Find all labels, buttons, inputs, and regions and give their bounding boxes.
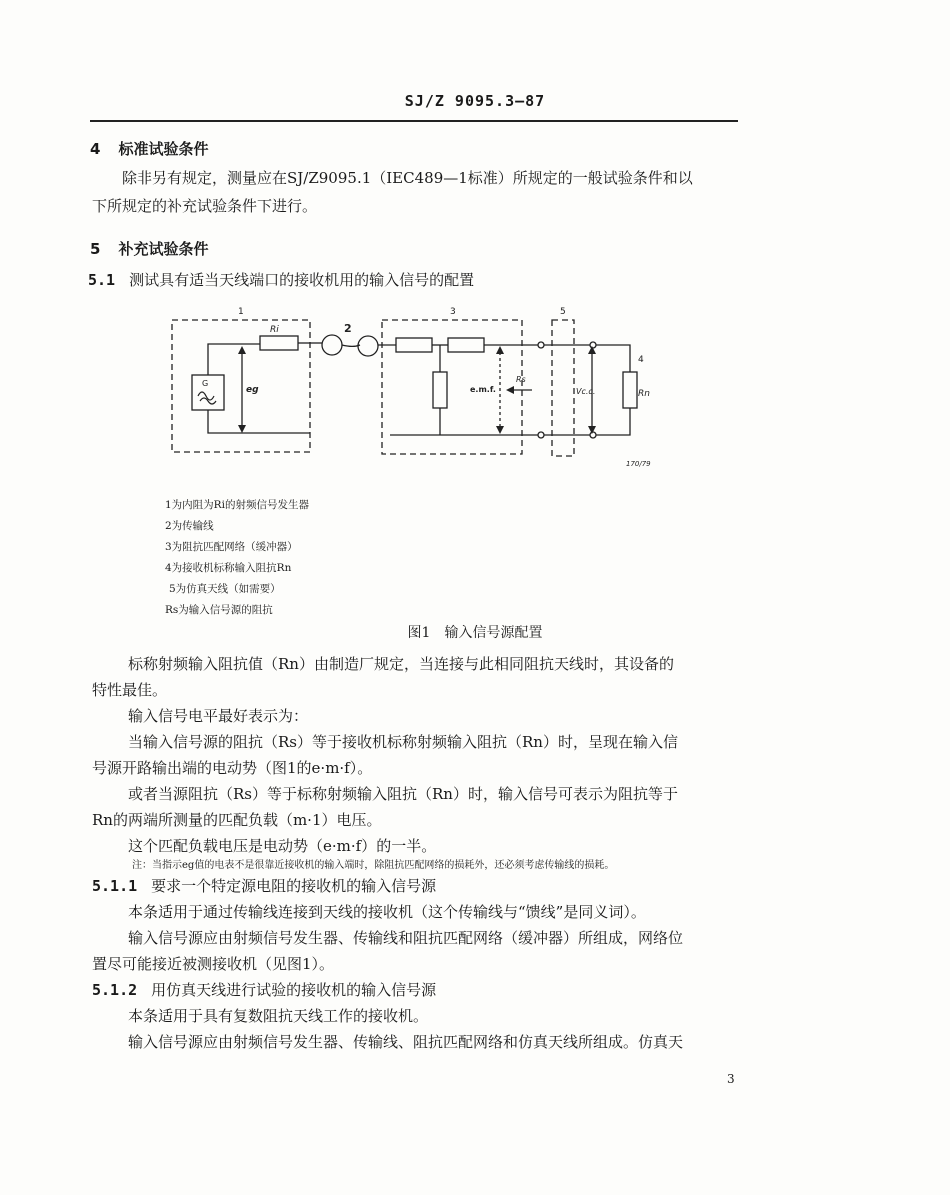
section-4-number: 4 <box>90 140 101 158</box>
legend-item: 2为传输线 <box>165 520 214 532</box>
label-3: 3 <box>450 307 456 317</box>
eg-arrow-head-up <box>238 346 246 354</box>
label-2: 2 <box>344 322 352 335</box>
section-5-1-1-p2-line1: 输入信号源应由射频信号发生器、传输线和阻抗匹配网络（缓冲器）所组成，网络位 <box>128 929 684 947</box>
body-p1-line2: 特性最佳。 <box>92 681 168 699</box>
body-p2: 输入信号电平最好表示为： <box>128 707 309 725</box>
section-5-title: 补充试验条件 <box>118 240 209 258</box>
label-1: 1 <box>238 307 244 317</box>
section-5-1-2-heading <box>92 976 436 1004</box>
section-5-1-2-number: 5.1.2 <box>92 981 138 999</box>
resistor-ri <box>260 336 298 350</box>
label-rs: Rs <box>516 375 526 384</box>
label-5: 5 <box>560 307 566 317</box>
section-5-1-2-p2: 输入信号源应由射频信号发生器、传输线、阻抗匹配网络和仿真天线所组成。仿真天 <box>128 1033 684 1051</box>
transmission-line-coil-1 <box>322 335 342 355</box>
section-5-1-title: 测试具有适当天线端口的接收机用的输入信号的配置 <box>129 271 475 289</box>
section-4-heading <box>90 138 208 159</box>
section-5-number: 5 <box>90 240 101 258</box>
generator-wire-bottom <box>208 410 310 433</box>
section-5-1-1-title: 要求一个特定源电阻的接收机的输入信号源 <box>151 877 437 895</box>
section-4-para-line1: 除非另有规定，测量应在SJ/Z9095.1（IEC489—1标准）所规定的一般试验条件和以 <box>122 169 693 187</box>
figure-legend <box>165 495 309 621</box>
section-4-title: 标准试验条件 <box>118 140 209 158</box>
body-p1-line1: 标称射频输入阻抗值（Rn）由制造厂规定，当连接与此相同阻抗天线时，其设备的 <box>128 655 674 673</box>
body-p4-line1: 或者当源阻抗（Rs）等于标称射频输入阻抗（Rn）时，输入信号可表示为阻抗等于 <box>128 785 678 803</box>
section-5-1-number: 5.1 <box>88 271 116 289</box>
terminal-top-1 <box>538 342 544 348</box>
load-resistor-rn <box>623 372 637 408</box>
rn-wire-bottom <box>596 408 630 435</box>
matching-resistor-series-1 <box>396 338 432 352</box>
body-p3-line1: 当输入信号源的阻抗（Rs）等于接收机标称射频输入阻抗（Rn）时，呈现在输入信 <box>128 733 678 751</box>
legend-item: 4为接收机标称输入阻抗Rn <box>165 562 292 574</box>
section-5-1-heading <box>88 266 474 294</box>
section-5-1-1-number: 5.1.1 <box>92 877 138 895</box>
body-p5: 这个匹配负载电压是电动势（e·m·f）的一半。 <box>128 837 437 855</box>
eg-arrow-head-down <box>238 425 246 433</box>
emf-arrow-head-up <box>496 346 504 354</box>
body-note: 注：当指示eg值的电表不是很靠近接收机的输入端时，除阻抗匹配网络的损耗外，还必须考虑传输线的损耗。 <box>132 860 615 871</box>
figure-1-circuit-diagram <box>160 300 680 480</box>
section-5-1-1-p1: 本条适用于通过传输线连接到天线的接收机（这个传输线与“馈线”是同义词）。 <box>128 903 646 921</box>
label-emf: e.m.f. <box>470 385 496 394</box>
label-ri: Ri <box>270 325 279 335</box>
label-rn: Rn <box>638 389 650 399</box>
legend-item: 1为内阻为Ri的射频信号发生器 <box>165 499 309 511</box>
body-p3-line2: 号源开路输出端的电动势（图1的e·m·f）。 <box>92 759 373 777</box>
section-5-1-1-heading <box>92 872 436 900</box>
transmission-line-cable <box>342 345 360 347</box>
figure-caption: 图1 输入信号源配置 <box>407 625 543 641</box>
header-rule <box>90 120 738 122</box>
section-5-1-2-p1: 本条适用于具有复数阻抗天线工作的接收机。 <box>128 1007 429 1025</box>
rn-wire-top <box>596 345 630 372</box>
figure-id: 170/79 <box>626 460 651 468</box>
matching-network-box-dashed <box>382 320 522 454</box>
label-voc: Vc.c. <box>576 387 596 396</box>
generator-box-dashed <box>172 320 310 452</box>
matching-resistor-series-2 <box>448 338 484 352</box>
legend-item: 5为仿真天线（如需要） <box>169 583 281 595</box>
body-p4-line2: Rn的两端所测量的匹配负载（m·1）电压。 <box>92 811 382 829</box>
transmission-line-coil-2 <box>358 336 378 356</box>
legend-item: 3为阻抗匹配网络（缓冲器） <box>165 541 298 553</box>
document-code: SJ/Z 9095.3—87 <box>404 92 546 110</box>
page-number: 3 <box>727 1072 735 1086</box>
rs-arrow-head <box>506 386 514 394</box>
terminal-bottom-2 <box>590 432 596 438</box>
label-g: G <box>202 379 209 388</box>
section-4-para-line2: 下所规定的补充试验条件下进行。 <box>92 197 318 215</box>
emf-arrow-head-down <box>496 426 504 434</box>
terminal-top-2 <box>590 342 596 348</box>
label-4: 4 <box>638 355 644 365</box>
matching-resistor-shunt <box>433 372 447 408</box>
legend-item: Rs为输入信号源的阻抗 <box>165 604 273 616</box>
terminal-bottom-1 <box>538 432 544 438</box>
label-eg: eg <box>246 385 259 395</box>
section-5-1-1-p2-line2: 置尽可能接近被测接收机（见图1）。 <box>92 955 335 973</box>
section-5-heading <box>90 238 208 259</box>
generator-wire-top <box>208 344 260 375</box>
section-5-1-2-title: 用仿真天线进行试验的接收机的输入信号源 <box>151 981 437 999</box>
